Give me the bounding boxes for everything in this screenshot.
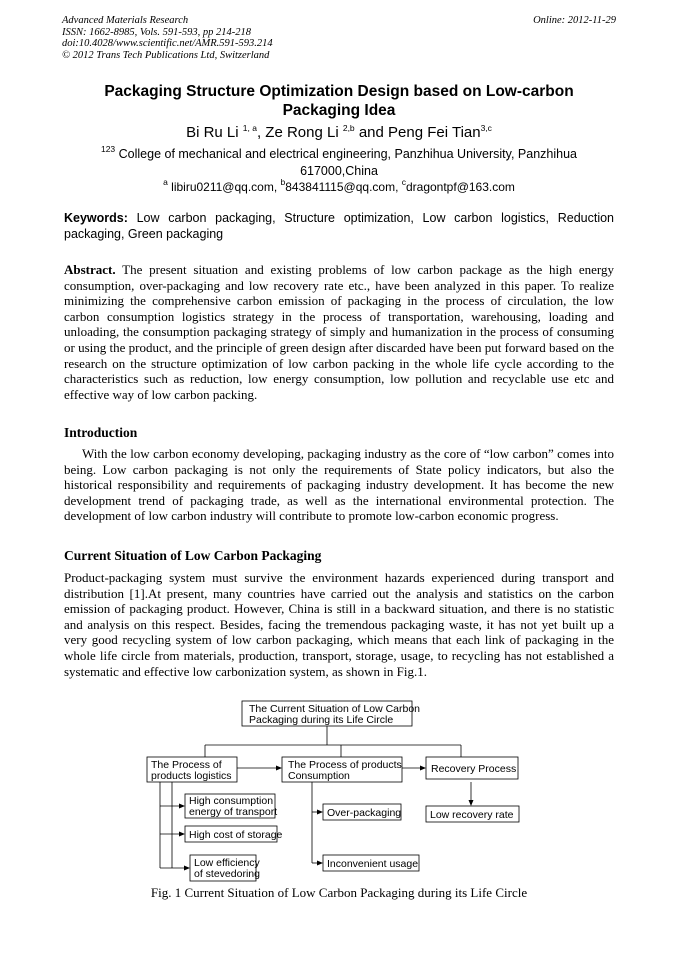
current-situation-heading: Current Situation of Low Carbon Packaging — [64, 548, 322, 563]
root-box-line1: The Current Situation of Low Carbon — [249, 703, 421, 715]
author-2: , Ze Rong Li — [256, 124, 343, 141]
high-energy-box — [185, 794, 277, 818]
email-c: dragontpf@163.com — [405, 180, 515, 194]
email-a-sup: a — [163, 177, 168, 187]
affiliation-text: College of mechanical and electrical engineering, Panzhihua University, Panzhihua 617000,China — [115, 147, 578, 178]
low-stevedoring-line1: Low efficiency — [194, 857, 260, 869]
online-date: Online: 2012-11-29 — [533, 15, 616, 26]
email-b: 843841115@qq.com, — [285, 180, 402, 194]
high-storage-label: High cost of storage — [189, 829, 283, 841]
affiliation-sup: 123 — [100, 144, 116, 154]
consumption-box-line2: Consumption — [288, 770, 350, 782]
author-3: and Peng Fei Tian — [354, 124, 481, 141]
author-1: Bi Ru Li — [186, 124, 243, 141]
journal-header — [62, 15, 616, 61]
high-energy-line1: High consumption — [189, 795, 274, 807]
high-storage-box — [185, 826, 283, 842]
low-stevedoring-line2: of stevedoring — [194, 868, 260, 880]
recovery-box — [426, 757, 518, 779]
consumption-box-line1: The Process of products — [288, 759, 402, 771]
issn: ISSN: 1662-8985, Vols. 591-593, pp 214-218 — [62, 26, 251, 38]
paper-title: Packaging Structure Optimization Design based on Low-carbon Packaging Idea — [104, 83, 574, 119]
logistics-box-line2: products logistics — [151, 770, 232, 782]
author-2-sup: 2,b — [342, 123, 355, 133]
figure-caption: Fig. 1 Current Situation of Low Carbon Packaging during its Life Circle — [150, 885, 528, 900]
keywords-label: Keywords: — [64, 211, 128, 225]
abstract-label: Abstract. — [64, 262, 116, 277]
current-situation-text: Product-packaging system must survive the environment hazards experienced during transport and distribution [1].At present, many countries have carried out the analysis and statistics on the carbon emission of packaging product. However, China is still in a backward situation, and there is no statistic and analysis on this respect. Besides, facing the tremendous packaging waste, it has not yet built up a very good recycling system of low carbon packaging, which means that each link of packaging in the whole life circle from materials, production, transport, storage, usage, to recycling has not established a systematic and effective low carbonization system, as shown in Fig.1. — [64, 570, 614, 679]
low-stevedoring-box — [190, 855, 261, 881]
copyright: © 2012 Trans Tech Publications Ltd, Switzerland — [62, 49, 270, 61]
journal-name: Advanced Materials Research — [62, 15, 189, 26]
email-c-sup: c — [401, 177, 406, 187]
keywords — [64, 210, 614, 242]
author-3-sup: 3,c — [480, 123, 492, 133]
introduction-heading: Introduction — [64, 425, 138, 440]
over-packaging-box — [323, 804, 401, 820]
abstract — [64, 262, 614, 402]
inconvenient-usage-label: Inconvenient usage — [327, 858, 419, 870]
recovery-box-label: Recovery Process — [431, 763, 517, 775]
authors — [0, 123, 678, 141]
logistics-box-line1: The Process of — [151, 759, 222, 771]
inconvenient-usage-box — [323, 855, 419, 871]
emails — [0, 177, 678, 194]
email-a: libiru0211@qq.com, — [167, 180, 281, 194]
logistics-box — [147, 757, 237, 782]
introduction-text: With the low carbon economy developing, packaging industry as the core of “low carbon” comes into being. Low carbon packaging is not only the requirements of State policy indicators, but also the historical responsibility and requirements of packaging industry development. It has become the new development trend of packaging trade, as well as the international environmental protection. The development of low carbon industry will contribute to promote low-carbon economic progress. — [64, 446, 614, 524]
root-box — [242, 701, 420, 726]
consumption-box — [282, 757, 402, 782]
abstract-text: The present situation and existing problems of low carbon package as the high energy consumption, over-packaging and low recovery rate etc., have been analyzed in this paper. To realize minimizing the comprehensive carbon emission of packaging in the process of circulation, the low carbon consumption logistics strategy in the process of transportation, warehousing, loading and unloading, the consumption packaging strategy of simply and humanization in the process of consuming or using the product, and the principle of green design after discarded have been put forward based on the research on the structure optimization of low carbon packing in the whole life cycle according to the characteristics such as reduction, low energy consumption, low pollution and recyclable use etc and effective way of low carbon packing. — [64, 262, 614, 402]
high-energy-line2: energy of transport — [189, 806, 278, 818]
doi: doi:10.4028/www.scientific.net/AMR.591-593.214 — [62, 38, 273, 49]
over-packaging-label: Over-packaging — [327, 807, 402, 819]
email-b-sup: b — [280, 177, 286, 187]
low-recovery-label: Low recovery rate — [430, 809, 514, 821]
keywords-text: Low carbon packaging, Structure optimization, Low carbon logistics, Reduction packaging, Green packaging — [64, 211, 614, 241]
author-1-sup: 1, a — [242, 123, 257, 133]
affiliation — [95, 141, 583, 180]
low-recovery-box — [426, 806, 519, 822]
root-box-line2: Packaging during its Life Circle — [249, 714, 394, 726]
